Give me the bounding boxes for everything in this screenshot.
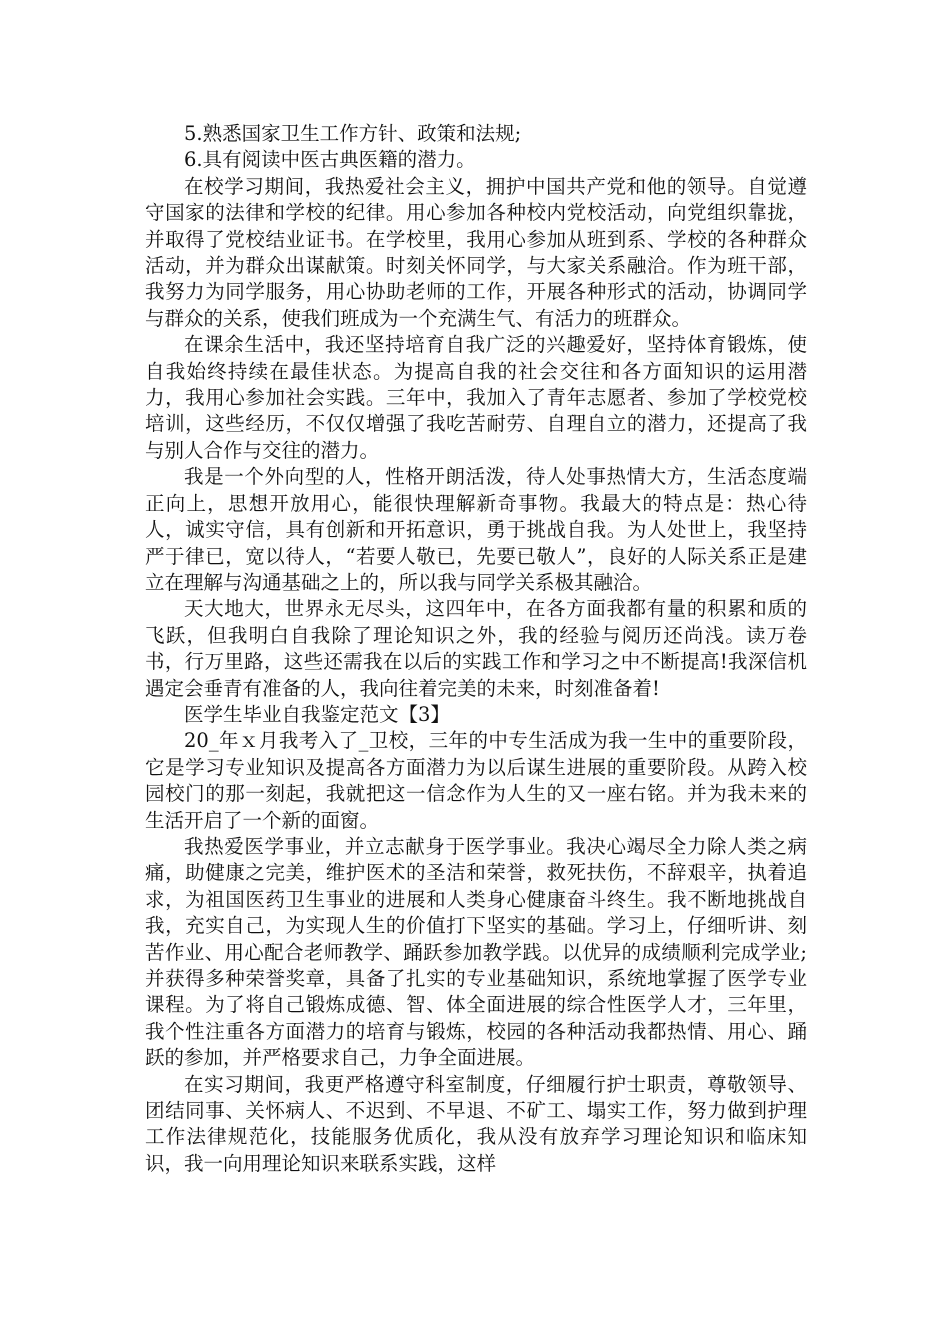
paragraph-school-study: 在校学习期间，我热爱社会主义，拥护中国共产党和他的领导。自觉遵守国家的法律和学校的纪律。用心参加各种校内党校活动，向党组织靠拢，并取得了党校结业证书。在学校里，我用心参加从班到系、学校的各种群众活动，并为群众出谋献策。时刻关怀同学，与大家关系融洽。作为班干部，我努力为同学服务，用心协助老师的工作，开展各种形式的活动，协调同学与群众的关系，使我们班成为一个充满生气、有活力的班群众。 bbox=[145, 174, 807, 330]
paragraph-enrollment: 20_年ｘ月我考入了_卫校，三年的中专生活成为我一生中的重要阶段，它是学习专业知识及提高各方面潜力为以后谋生进展的重要阶段。从跨入校园校门的那一刻起，我就把这一信念作为人生的又一座右铭。并为我未来的生活开启了一个新的面窗。 bbox=[145, 729, 807, 832]
paragraph-personality: 我是一个外向型的人，性格开朗活泼，待人处事热情大方，生活态度端正向上，思想开放用心，能很快理解新奇事物。我最大的特点是：热心待人，诚实守信，具有创新和开拓意识，勇于挑战自我。为人处世上，我坚持严于律已，宽以待人，“若要人敬已，先要已敬人”，良好的人际关系正是建立在理解与沟通基础之上的，所以我与同学关系极其融洽。 bbox=[145, 465, 807, 594]
paragraph-four-years: 天大地大，世界永无尽头，这四年中，在各方面我都有量的积累和质的飞跃，但我明白自我除了理论知识之外，我的经验与阅历还尚浅。读万卷书，行万里路，这些还需我在以后的实践工作和学习之中不断提高!我深信机遇定会垂青有准备的人，我向往着完美的未来，时刻准备着! bbox=[145, 597, 807, 700]
list-item-5: 5.熟悉国家卫生工作方针、政策和法规; bbox=[184, 122, 522, 145]
list-item-6: 6.具有阅读中医古典医籍的潜力。 bbox=[184, 148, 476, 172]
document-body bbox=[145, 121, 807, 1177]
paragraph-medical-career: 我热爱医学事业，并立志献身于医学事业。我决心竭尽全力除人类之病痛，助健康之完美，维护医术的圣洁和荣誉，救死扶伤，不辞艰辛，执着追求，为祖国医药卫生事业的进展和人类身心健康奋斗终生。我不断地挑战自我，充实自己，为实现人生的价值打下坚实的基础。学习上，仔细听讲、刻苦作业、用心配合老师教学、踊跃参加教学践。以优异的成绩顺利完成学业;并获得多种荣誉奖章，具备了扎实的专业基础知识，系统地掌握了医学专业课程。为了将自己锻炼成德、智、体全面进展的综合性医学人才，三年里，我个性注重各方面潜力的培育与锻炼，校园的各种活动我都热情、用心、踊跃的参加，并严格要求自己，力争全面进展。 bbox=[145, 834, 807, 1070]
paragraph-internship: 在实习期间，我更严格遵守科室制度，仔细履行护士职责，尊敬领导、团结同事、关怀病人、不迟到、不早退、不矿工、塌实工作，努力做到护理工作法律规范化，技能服务优质化，我从没有放弃学习理论知识和临床知识，我一向用理论知识来联系实践，这样 bbox=[145, 1072, 807, 1175]
paragraph-extracurricular: 在课余生活中，我还坚持培育自我广泛的兴趣爱好，坚持体育锻炼，使自我始终持续在最佳状态。为提高自我的社会交往和各方面知识的运用潜力，我用心参加社会实践。三年中，我加入了青年志愿者、参加了学校党校培训，这些经历，不仅仅增强了我吃苦耐劳、自理自立的潜力，还提高了我与别人合作与交往的潜力。 bbox=[145, 333, 807, 462]
section-heading: 医学生毕业自我鉴定范文【3】 bbox=[184, 702, 450, 726]
